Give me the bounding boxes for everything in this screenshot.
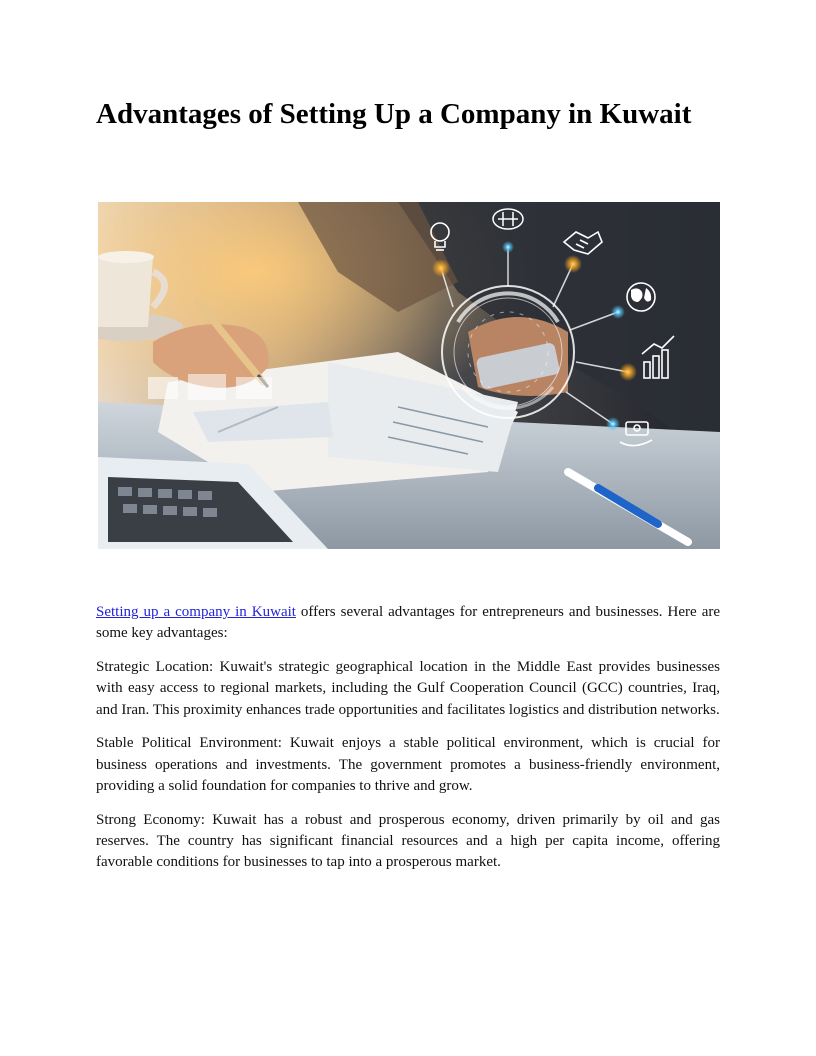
paragraph-strategic-location: Strategic Location: Kuwait's strategic geographical location in the Middle East provides businesses with easy access to regional markets, including the Gulf Cooperation Council (GCC) countries, Iraq, and Iran. This proximity enhances trade opportunities and facilitates logistics and distribution networks. [96, 659, 720, 718]
intro-paragraph [96, 602, 720, 645]
page-title: Advantages of Setting Up a Company in Kuwait [96, 98, 692, 130]
paragraph-stable-political-environment: Stable Political Environment: Kuwait enjoys a stable political environment, which is crucial for business operations and investments. The government promotes a business-friendly environment, providing a solid foundation for companies to thrive and grow. [96, 735, 720, 795]
intro-text: offers several advantages for entrepreneurs and businesses. Here are some key advantages: [96, 604, 721, 642]
hero-image [98, 202, 720, 549]
article-body [96, 602, 720, 886]
company-setup-link[interactable]: Setting up a company in Kuwait [96, 604, 296, 620]
paragraph-strong-economy: Strong Economy: Kuwait has a robust and prosperous economy, driven primarily by oil and gas reserves. The country has significant financial resources and a high per capita income, offering favorable conditions for businesses to tap into a prosperous market. [96, 811, 720, 871]
